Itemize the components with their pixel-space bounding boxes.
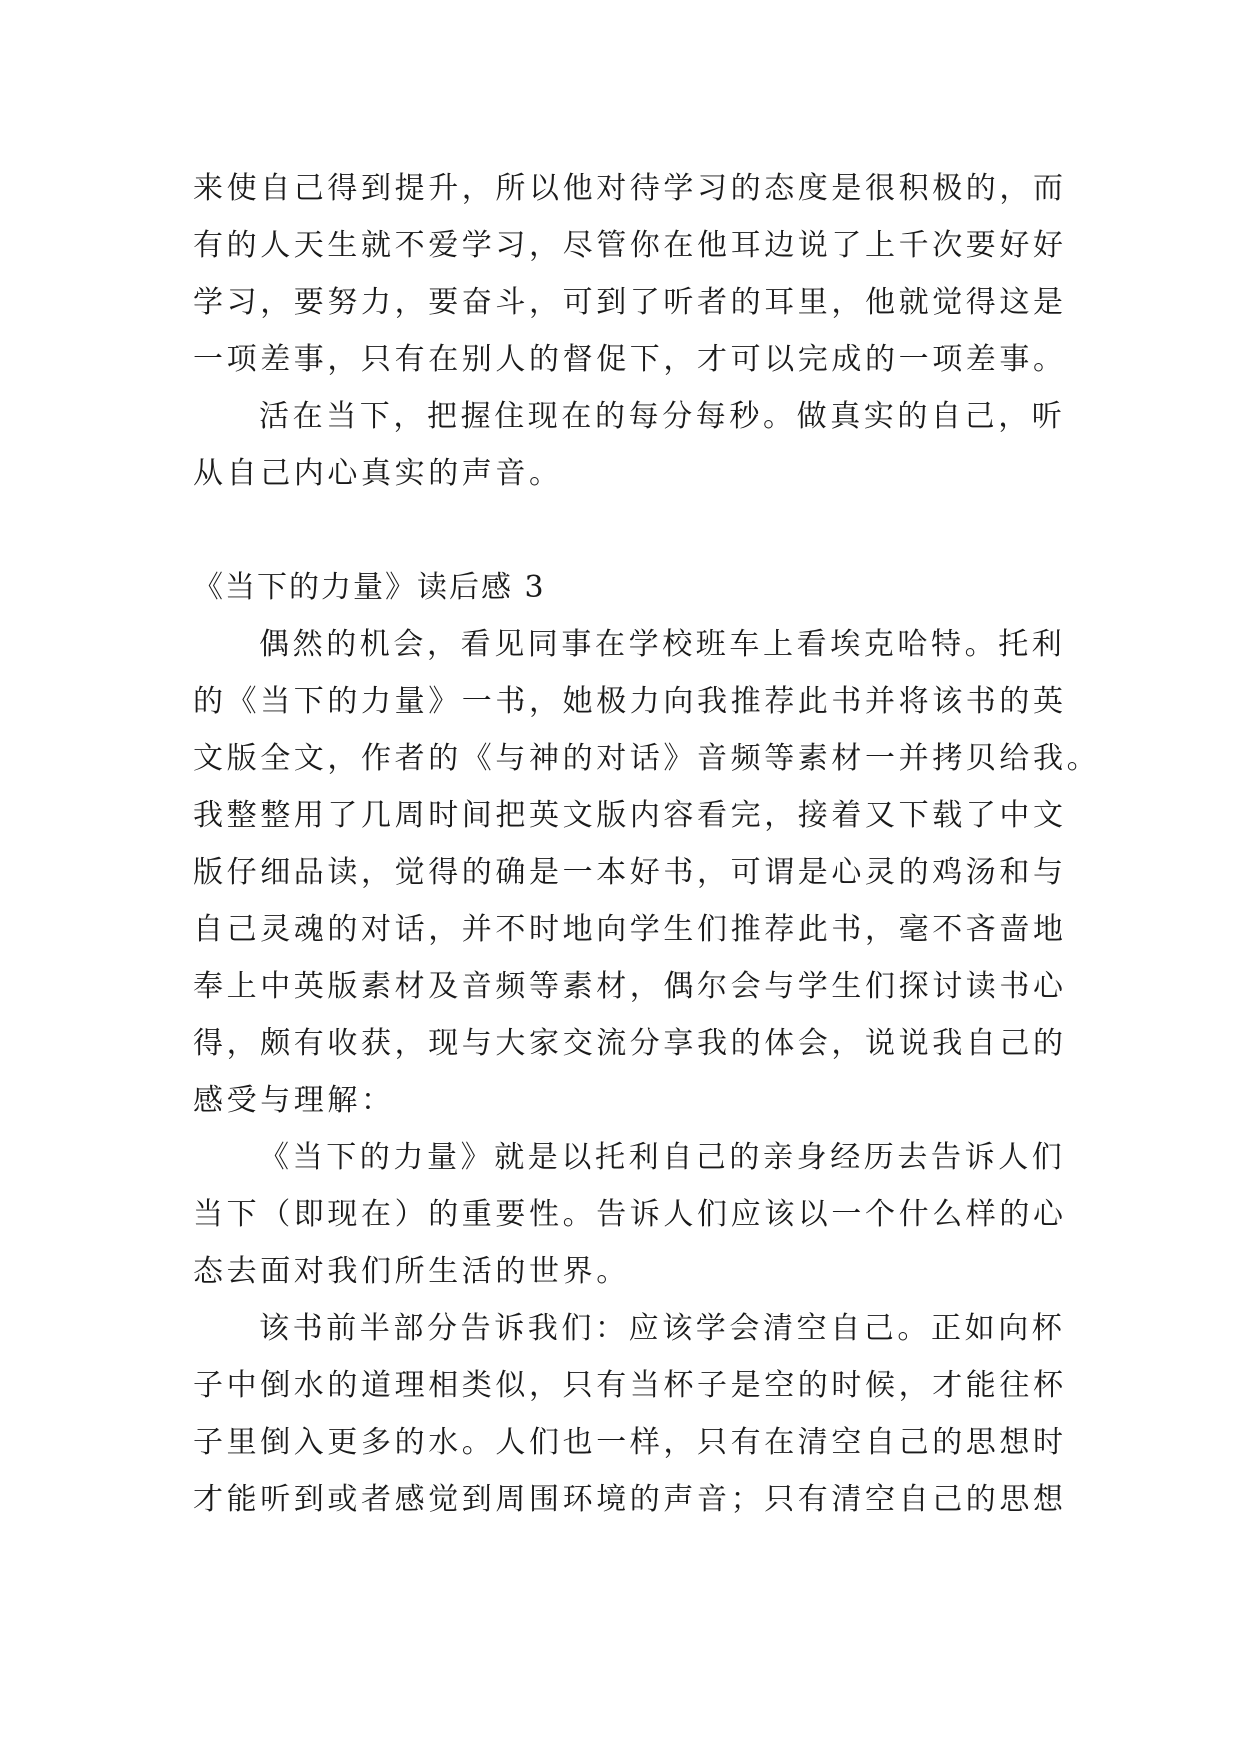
text-line: 的《当下的力量》一书，她极力向我推荐此书并将该书的英 xyxy=(193,684,1067,719)
paragraph xyxy=(193,1129,1067,1300)
text-line: 一项差事，只有在别人的督促下，才可以完成的一项差事。 xyxy=(193,342,1067,377)
paragraph xyxy=(193,388,1066,502)
text-line: 来使自己得到提升，所以他对待学习的态度是很积极的，而 xyxy=(193,171,1067,206)
text-line: 文版全文，作者的《与神的对话》音频等素材一并拷贝给我。 xyxy=(193,741,1101,776)
text-line: 子里倒入更多的水。人们也一样，只有在清空自己的思想时 xyxy=(193,1425,1067,1460)
text-line: 活在当下，把握住现在的每分每秒。做真实的自己，听 xyxy=(259,399,1066,434)
text-line: 我整整用了几周时间把英文版内容看完，接着又下载了中文 xyxy=(193,798,1067,833)
text-line: 偶然的机会，看见同事在学校班车上看埃克哈特。托利 xyxy=(259,627,1066,662)
paragraph xyxy=(193,1300,1067,1528)
text-line: 得，颇有收获，现与大家交流分享我的体会，说说我自己的 xyxy=(193,1026,1067,1061)
text-line: 自己灵魂的对话，并不时地向学生们推荐此书，毫不吝啬地 xyxy=(193,912,1067,947)
text-line: 从自己内心真实的声音。 xyxy=(193,456,563,491)
text-line: 版仔细品读，觉得的确是一本好书，可谓是心灵的鸡汤和与 xyxy=(193,855,1067,890)
text-line: 才能听到或者感觉到周围环境的声音；只有清空自己的思想 xyxy=(193,1482,1067,1517)
text-line: 该书前半部分告诉我们：应该学会清空自己。正如向杯 xyxy=(259,1311,1066,1346)
document-body xyxy=(193,160,1101,1528)
text-line: 《当下的力量》就是以托利自己的亲身经历去告诉人们 xyxy=(259,1140,1066,1175)
text-line: 感受与理解： xyxy=(193,1083,395,1118)
text-line: 学习，要努力，要奋斗，可到了听者的耳里，他就觉得这是 xyxy=(193,285,1067,320)
section-heading xyxy=(193,559,1053,616)
section-heading-text: 《当下的力量》读后感 3 xyxy=(193,570,546,605)
text-line: 当下（即现在）的重要性。告诉人们应该以一个什么样的心 xyxy=(193,1197,1067,1232)
text-line: 态去面对我们所生活的世界。 xyxy=(193,1254,630,1289)
paragraph-spacer xyxy=(193,502,1053,559)
paragraph xyxy=(193,160,1067,388)
text-line: 奉上中英版素材及音频等素材，偶尔会与学生们探讨读书心 xyxy=(193,969,1067,1004)
text-line: 子中倒水的道理相类似，只有当杯子是空的时候，才能往杯 xyxy=(193,1368,1067,1403)
paragraph xyxy=(193,616,1101,1129)
text-line: 有的人天生就不爱学习，尽管你在他耳边说了上千次要好好 xyxy=(193,228,1067,263)
